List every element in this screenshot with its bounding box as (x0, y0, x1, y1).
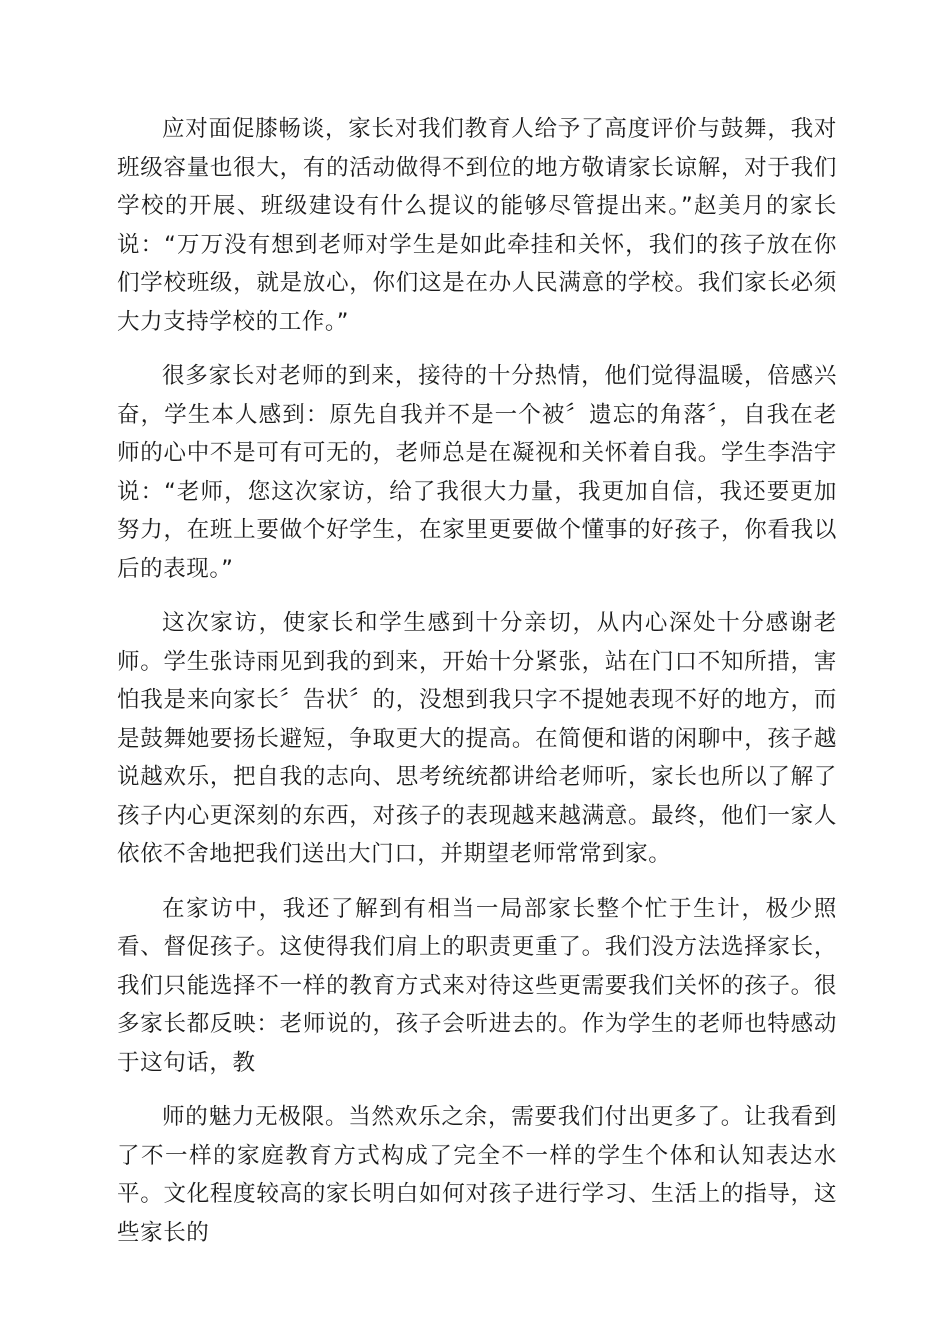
paragraph-5: 师的魅力无极限。当然欢乐之余，需要我们付出更多了。让我看到了不一样的家庭教育方式构成了完全不一样的学生个体和认知表达水平。文化程度较高的家长明白如何对孩子进行学习、生活上的指导，这些家长的 (117, 1104, 837, 1246)
paragraph-1: 应对面促膝畅谈，家长对我们教育人给予了高度评价与鼓舞，我对班级容量也很大，有的活动做得不到位的地方敬请家长谅解，对于我们学校的开展、班级建设有什么提议的能够尽管提出来。”赵美月的家长说：“万万没有想到老师对学生是如此牵挂和关怀，我们的孩子放在你们学校班级，就是放心，你们这是在办人民满意的学校。我们家长必须大力支持学校的工作。” (117, 116, 837, 335)
paragraph-4: 在家访中，我还了解到有相当一局部家长整个忙于生计，极少照看、督促孩子。这使得我们肩上的职责更重了。我们没方法选择家长，我们只能选择不一样的教育方式来对待这些更需要我们关怀的孩子。很多家长都反映：老师说的，孩子会听进去的。作为学生的老师也特感动于这句话，教 (117, 895, 837, 1076)
paragraph-3: 这次家访，使家长和学生感到十分亲切，从内心深处十分感谢老师。学生张诗雨见到我的到来，开始十分紧张，站在门口不知所措，害怕我是来向家长〞告状〞的，没想到我只字不提她表现不好的地方，而是鼓舞她要扬长避短，争取更大的提高。在简便和谐的闲聊中，孩子越说越欢乐，把自我的志向、思考统统都讲给老师听，家长也所以了解了孩子内心更深刻的东西，对孩子的表现越来越满意。最终，他们一家人依依不舍地把我们送出大门口，并期望老师常常到家。 (117, 610, 837, 867)
document-body (117, 110, 837, 1268)
paragraph-2: 很多家长对老师的到来，接待的十分热情，他们觉得温暖，倍感兴奋，学生本人感到：原先自我并不是一个被〞遗忘的角落〞，自我在老师的心中不是可有可无的，老师总是在凝视和关怀着自我。学生李浩宇说：“老师，您这次家访，给了我很大力量，我更加自信，我还要更加努力，在班上要做个好学生，在家里更要做个懂事的好孩子，你看我以后的表现。” (117, 363, 837, 582)
